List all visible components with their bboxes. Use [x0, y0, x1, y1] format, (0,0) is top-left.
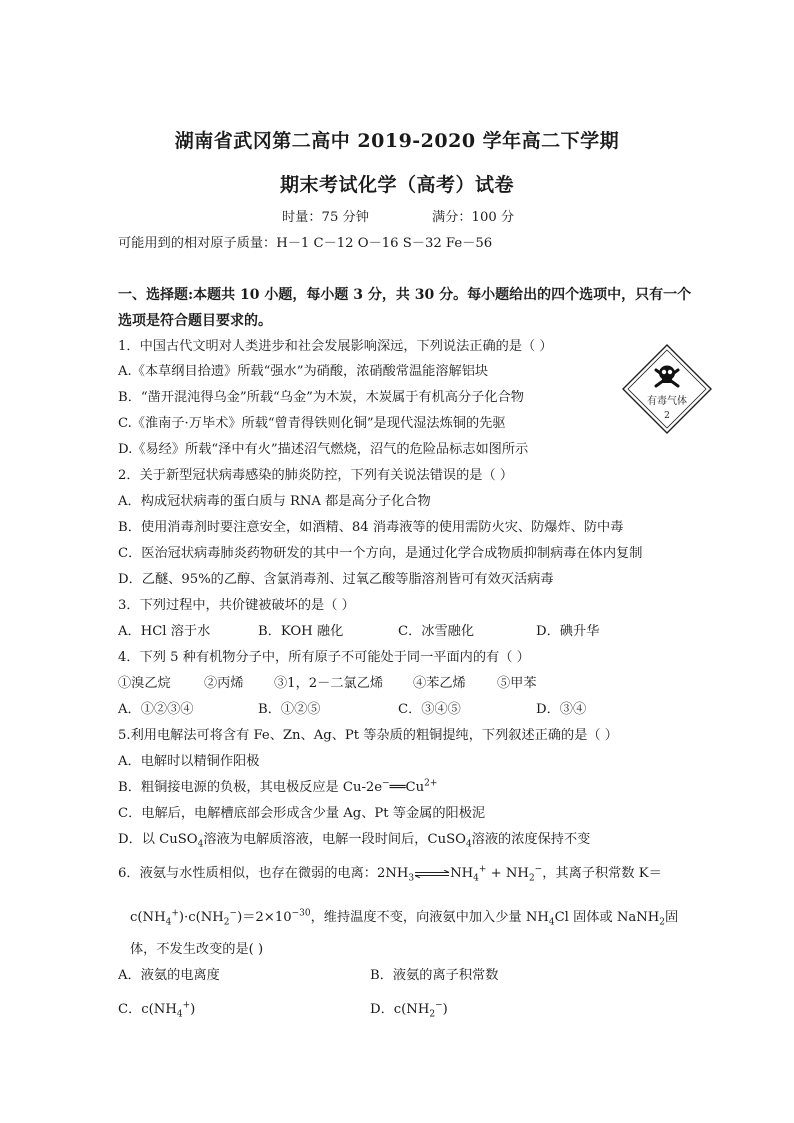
q2-option-b: B．使用消毒剂时要注意安全，如酒精、84 消毒液等的使用需防火灾、防爆炸、防中毒: [118, 520, 624, 535]
q5-stem: 5.利用电解法可将含有 Fe、Zn、Ag、Pt 等杂质的粗铜提纯，下列叙述正确的是（ ）: [118, 728, 618, 743]
q6-option-b: B．液氨的离子积常数: [370, 968, 499, 983]
q6-option-c: C．$c(NH_4^+)$: [118, 1000, 196, 1020]
q4-item-4: ④苯乙烯: [413, 676, 466, 691]
q1-option-c: C.《淮南子·万毕术》所载“曾青得铁则化铜”是现代湿法炼铜的先驱: [118, 416, 506, 431]
q2-option-c: C．医治冠状病毒肺炎药物研发的其中一个方向，是通过化学合成物质抑制病毒在体内复制: [118, 546, 643, 561]
q1-stem: 1．中国古代文明对人类进步和社会发展影响深远，下列说法正确的是（ ）: [118, 339, 553, 354]
atomic-masses: 可能用到的相对原子质量：H－1 C－12 O－16 S－32 Fe－56: [118, 236, 493, 251]
q6-constant-line: $c(NH_4^+)\cdot c(NH_2^-)=2\times 10^{-30}$，维持温度不变，向液氨中加入少量 $NH_4Cl$ 固体或 NaNH$_2$固: [130, 908, 679, 928]
q6-option-d: D．$c(NH_2^-)$: [370, 1000, 448, 1020]
q5-option-a: A．电解时以精铜作阳极: [118, 754, 260, 769]
q4-item-3: ③1，2－二氯乙烯: [274, 676, 384, 691]
q6-stem: 6．液氨与水性质相似，也存在微弱的电离：$2NH_3$ $NH_4^+ + NH_2^-$，其离子积常数 K＝: [118, 864, 662, 884]
exam-title-line1: 湖南省武冈第二高中 2019-2020 学年高二下学期: [174, 130, 620, 152]
q3-stem: 3．下列过程中，共价键被破坏的是（ ）: [118, 598, 355, 613]
q4-item-2: ②丙烯: [204, 676, 244, 691]
q5-option-d: D．以 CuSO$_4$溶液为电解质溶液，电解一段时间后，CuSO$_4$溶液的浓度保持不变: [118, 832, 591, 850]
hazard-label: 有毒气体: [647, 396, 687, 407]
q3-option-d: D．碘升华: [536, 624, 600, 639]
equilibrium-arrow-icon: [414, 870, 450, 878]
q4-option-b: B．①②⑤: [258, 702, 321, 717]
section-heading-line2: 选项是符合题目要求的。: [118, 313, 272, 329]
hazard-number: 2: [664, 411, 670, 421]
exam-score: 满分：100 分: [432, 210, 515, 225]
q4-item-1: ①溴乙烷: [118, 676, 171, 691]
q6-stem-end: 体，不发生改变的是( ): [130, 942, 264, 957]
q2-option-d: D．乙醚、95%的乙醇、含氯消毒剂、过氧乙酸等脂溶剂皆可有效灭活病毒: [118, 572, 554, 587]
q3-option-b: B．KOH 融化: [258, 624, 344, 639]
section-heading-line1: 一、选择题:本题共 10 小题，每小题 3 分，共 30 分。每小题给出的四个选项中，只有一个: [118, 287, 692, 303]
q5-option-c: C．电解后，电解槽底部会形成含少量 Ag、Pt 等金属的阳极泥: [118, 806, 486, 821]
q4-option-a: A．①②③④: [118, 702, 194, 717]
q3-option-c: C．冰雪融化: [398, 624, 475, 639]
q3-option-a: A．HCl 溶于水: [118, 624, 211, 639]
exam-time: 时量：75 分钟: [282, 210, 369, 225]
exam-title-line2: 期末考试化学（高考）试卷: [279, 174, 514, 196]
q1-option-a: A.《本草纲目拾遗》所载“强水”为硝酸，浓硝酸常温能溶解铝块: [118, 364, 489, 379]
q5-option-b: B．粗铜接电源的负极，其电极反应是 $Cu-2e^-══Cu^{2+}$: [118, 778, 438, 795]
q4-option-c: C．③④⑤: [398, 702, 461, 717]
q2-stem: 2．关于新型冠状病毒感染的肺炎防控，下列有关说法错误的是（ ）: [118, 468, 514, 483]
q4-stem: 4．下列 5 种有机物分子中，所有原子不可能处于同一平面内的有（ ）: [118, 650, 530, 665]
q4-option-d: D．③④: [536, 702, 587, 717]
q6-option-a: A．液氨的电离度: [118, 968, 220, 983]
skull-crossbones-icon: [656, 366, 678, 387]
q1-option-b: B．“凿开混沌得乌金”所载“乌金”为木炭，木炭属于有机高分子化合物: [118, 390, 524, 405]
q2-option-a: A．构成冠状病毒的蛋白质与 RNA 都是高分子化合物: [118, 494, 431, 509]
q1-option-d: D.《易经》所载“泽中有火”描述沼气燃烧，沼气的危险品标志如图所示: [118, 442, 529, 457]
q4-item-5: ⑤甲苯: [497, 676, 537, 691]
toxic-gas-hazard-sign: [620, 342, 714, 436]
